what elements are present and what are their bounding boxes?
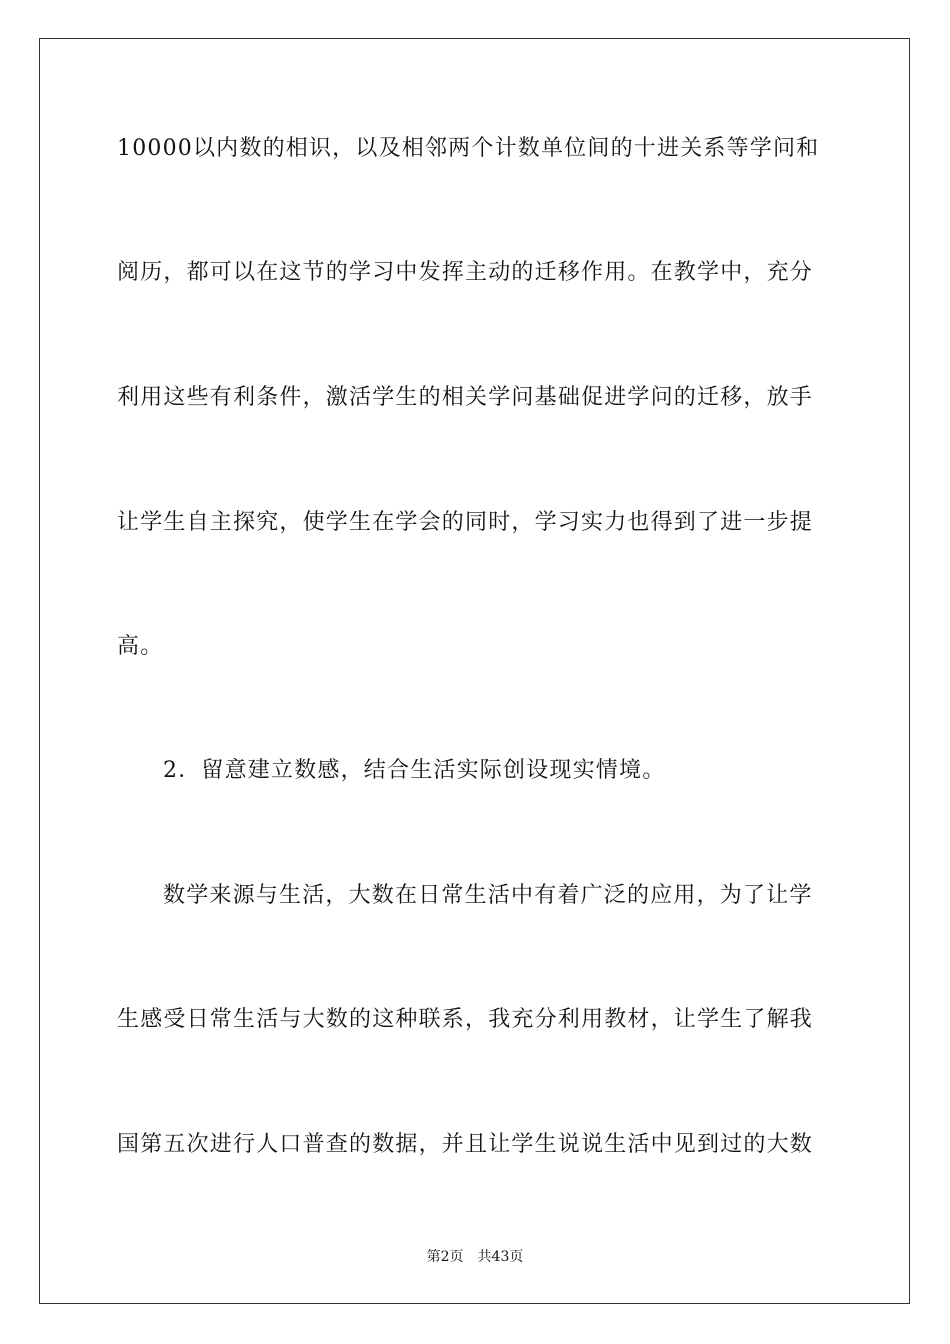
text-line-8: 生感受日常生活与大数的这种联系，我充分利用教材，让学生了解我 [117, 1007, 814, 1032]
total-pages-label: 共43页 [477, 1249, 524, 1265]
text-line-4: 让学生自主探究，使学生在学会的同时，学习实力也得到了进一步提 [117, 510, 814, 535]
text-line-2: 阅历，都可以在这节的学习中发挥主动的迁移作用。在教学中，充分 [117, 260, 814, 285]
page-border [39, 38, 910, 1304]
text-line-9: 国第五次进行人口普查的数据，并且让学生说说生活中见到过的大数 [117, 1132, 814, 1157]
text-line-5: 高。 [117, 634, 164, 659]
page-footer [0, 1247, 950, 1267]
current-page-label: 第2页 [426, 1249, 464, 1265]
text-line-3: 利用这些有利条件，激活学生的相关学问基础促进学问的迁移，放手 [117, 385, 814, 410]
section-heading: 2．留意建立数感，结合生活实际创设现实情境。 [163, 758, 666, 783]
text-line-1: 10000以内数的相识，以及相邻两个计数单位间的十进关系等学问和 [117, 136, 820, 161]
text-line-7: 数学来源与生活，大数在日常生活中有着广泛的应用，为了让学 [163, 883, 813, 908]
